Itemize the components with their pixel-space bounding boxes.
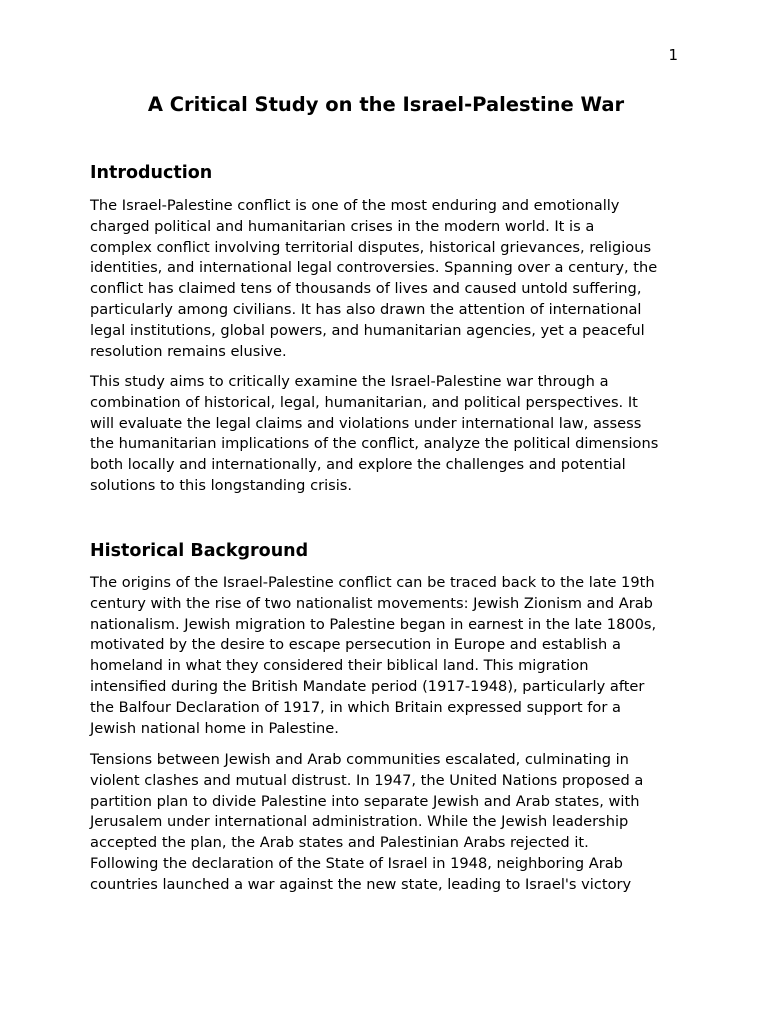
text-line: Jerusalem under international administration. While the Jewish leadership	[90, 813, 629, 831]
text-line: combination of historical, legal, humanitarian, and political perspectives. It	[90, 393, 638, 411]
text-line: homeland in what they considered their biblical land. This migration	[90, 657, 589, 675]
text-line: violent clashes and mutual distrust. In 1947, the United Nations proposed a	[90, 771, 644, 789]
section-heading-introduction: Introduction	[90, 163, 213, 183]
text-line: charged political and humanitarian crises in the modern world. It is a	[90, 217, 595, 235]
text-line: Following the declaration of the State of Israel in 1948, neighboring Arab	[90, 854, 623, 872]
text-line: identities, and international legal controversies. Spanning over a century, the	[90, 259, 658, 277]
introduction-paragraph-2	[90, 372, 682, 497]
historical-background-paragraph-1	[90, 573, 682, 739]
text-line: legal institutions, global powers, and humanitarian agencies, yet a peaceful	[90, 321, 645, 339]
text-line: This study aims to critically examine the Israel-Palestine war through a	[90, 373, 609, 390]
introduction-paragraph-1	[90, 196, 682, 362]
page-number: 1	[668, 46, 678, 64]
text-line: partition plan to divide Palestine into separate Jewish and Arab states, with	[90, 792, 640, 810]
historical-background-paragraph-2	[90, 750, 682, 896]
text-line: conflict has claimed tens of thousands of lives and caused untold suffering,	[90, 280, 642, 298]
text-line: The origins of the Israel-Palestine conflict can be traced back to the late 19th	[90, 574, 655, 591]
text-line: accepted the plan, the Arab states and Palestinian Arabs rejected it.	[90, 834, 589, 852]
document-title: A Critical Study on the Israel-Palestine War	[147, 93, 625, 116]
text-line: complex conflict involving territorial disputes, historical grievances, religious	[90, 238, 652, 256]
text-line: intensified during the British Mandate period (1917-1948), particularly after	[90, 677, 645, 695]
text-line: Jewish national home in Palestine.	[90, 719, 339, 737]
text-line: solutions to this longstanding crisis.	[90, 476, 353, 494]
text-line: both locally and internationally, and explore the challenges and potential	[90, 456, 626, 474]
text-line: countries launched a war against the new state, leading to Israel's victory	[90, 875, 632, 893]
section-heading-historical-background: Historical Background	[90, 541, 309, 561]
text-line: nationalism. Jewish migration to Palestine began in earnest in the late 1800s,	[90, 615, 657, 633]
text-line: will evaluate the legal claims and violations under international law, assess	[90, 414, 642, 432]
text-line: century with the rise of two nationalist movements: Jewish Zionism and Arab	[90, 594, 653, 612]
text-line: resolution remains elusive.	[90, 342, 287, 360]
text-line: The Israel-Palestine conflict is one of the most enduring and emotionally	[90, 197, 620, 214]
text-line: the humanitarian implications of the conflict, analyze the political dimensions	[90, 435, 659, 453]
text-line: motivated by the desire to escape persecution in Europe and establish a	[90, 636, 621, 654]
text-line: particularly among civilians. It has also drawn the attention of international	[90, 300, 642, 318]
text-line: the Balfour Declaration of 1917, in which Britain expressed support for a	[90, 698, 621, 716]
text-line: Tensions between Jewish and Arab communities escalated, culminating in	[90, 751, 629, 768]
